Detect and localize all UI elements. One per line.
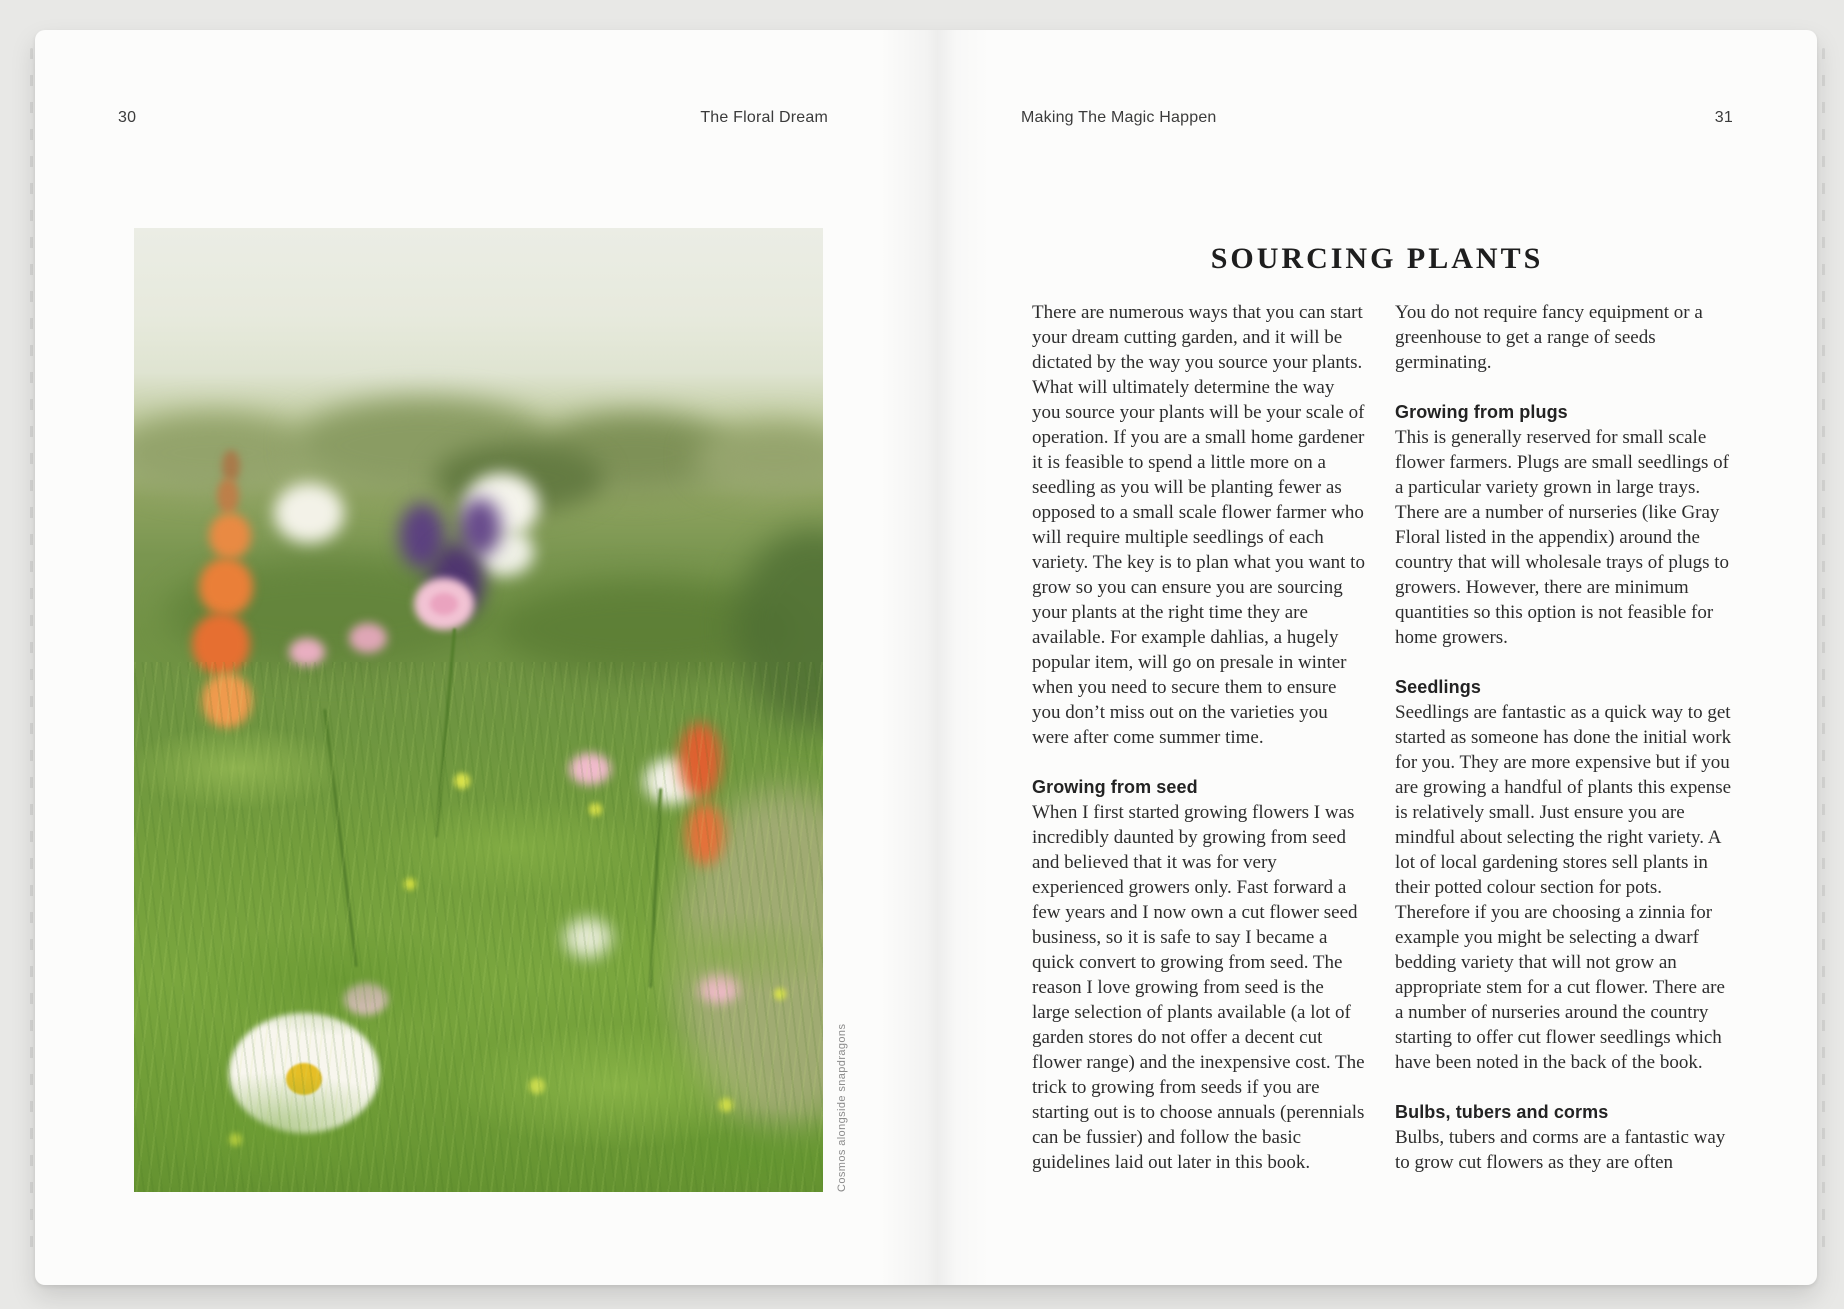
text-column-1: [1032, 300, 1366, 1175]
photo-art-blob: [217, 478, 239, 514]
section-heading-growing-from-seed: Growing from seed: [1032, 777, 1198, 797]
left-page-stack-edge: [30, 48, 33, 1263]
right-running-header: Making The Magic Happen: [1021, 109, 1217, 126]
section-heading-seedlings: Seedlings: [1395, 677, 1481, 697]
paragraph: When I first started growing flowers I was incredibly daunted by growing from seed and believed that it was for very experienced growers only. Fast forward a few years and I now own a cut flower seed business, so it is safe to say I became a quick convert to growing from seed. The reason I love growing from seed is the large selection of plants available (a lot of garden stores do not offer a decent cut flower range) and the inexpensive cost. The trick to growing from seeds if you are starting out is to choose annuals (perennials can be fussier) and follow the basic guidelines laid out later in this book.: [1032, 802, 1365, 1173]
right-page-stack-edge: [1822, 48, 1825, 1263]
photo-art-blob: [209, 513, 251, 559]
paragraph: Bulbs, tubers and corms are a fantastic way to grow cut flowers as they are often: [1395, 1127, 1726, 1173]
left-page-number: 30: [118, 109, 137, 126]
photo-art-blob: [349, 623, 387, 653]
photo-caption: Cosmos alongside snapdragons: [836, 1023, 848, 1192]
photo-foliage-texture: [134, 662, 823, 1192]
paragraph: You do not require fancy equipment or a greenhouse to get a range of seeds germinating.: [1395, 302, 1703, 373]
photo-art-blob: [430, 593, 458, 615]
right-page-number: 31: [1714, 109, 1733, 126]
paragraph: Seedlings are fantastic as a quick way to get started as someone has done the initial work for you. They are more expensive but if you are growing a handful of plants this expense is relatively small. Just ensure you are mindful about selecting the right variety. A lot of local gardening stores sell plants in their potted colour section for pots. Therefore if you are choosing a zinnia for example you might be selecting a dwarf bedding variety that will not grow an appropriate stem for a cut flower. There are a number of nurseries around the country starting to offer cut flower seedlings which have been noted in the back of the book.: [1395, 702, 1732, 1073]
text-column-2: [1395, 300, 1735, 1175]
paragraph: There are numerous ways that you can start your dream cutting garden, and it will be dictated by the way you source your plants. What will ultimately determine the way you source your plants will be your scale of operation. If you are a small home gardener it is feasible to spend a little more on a seedling as you will be planting fewer as opposed to a small scale flower farmer who will require multiple seedlings of each variety. The key is to plan what you want to grow so you can ensure you are sourcing your plants at the right time they are available. For example dahlias, a hugely popular item, will go on presale in winter when you need to secure them to ensure you don’t miss out on the varieties you were after come summer time.: [1032, 302, 1365, 748]
paragraph: This is generally reserved for small scale flower farmers. Plugs are small seedlings of a particular variety grown in large trays. There are a number of nurseries (like Gray Floral listed in the appendix) around the country that will wholesale trays of plugs to growers. However, there are minimum quantities so this option is not feasible for home growers.: [1395, 427, 1730, 648]
section-heading-bulbs-tubers-corms: Bulbs, tubers and corms: [1395, 1102, 1609, 1122]
chapter-title: SOURCING PLANTS: [1210, 242, 1544, 275]
section-heading-growing-from-plugs: Growing from plugs: [1395, 402, 1568, 422]
spine-gutter-shadow: [880, 30, 990, 1285]
photo-art-blob: [274, 483, 344, 543]
photo-art-blob: [459, 498, 501, 556]
flower-field-photo: [134, 228, 823, 1192]
left-running-header: The Floral Dream: [700, 109, 828, 126]
photo-art-blob: [222, 450, 240, 482]
photo-art-blob: [199, 558, 253, 616]
book-spread: [35, 30, 1817, 1285]
